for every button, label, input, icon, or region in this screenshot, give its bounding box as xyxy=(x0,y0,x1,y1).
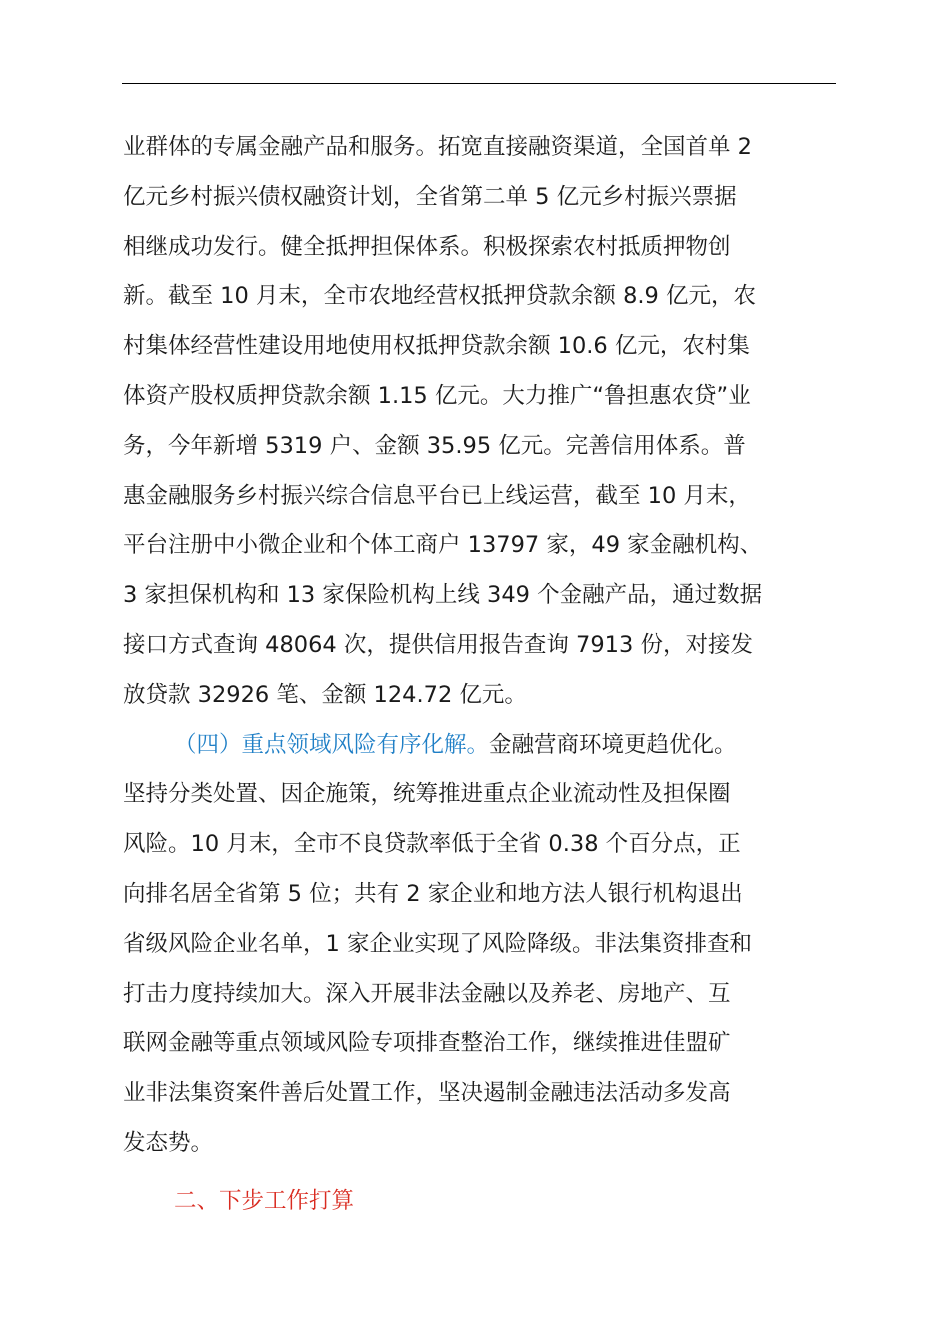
text-line: 业群体的专属金融产品和服务。拓宽直接融资渠道，全国首单 2 xyxy=(123,134,752,160)
paragraph-first-line xyxy=(123,721,837,771)
text-line: 新。截至 10 月末，全市农地经营权抵押贷款余额 8.9 亿元，农 xyxy=(123,283,757,310)
text-line: 省级风险企业名单，1 家企业实现了风险降级。非法集资排查和 xyxy=(123,930,752,957)
paragraph-risk-resolution xyxy=(123,721,837,1169)
text-line: 体资产股权质押贷款余额 1.15 亿元。大力推广“鲁担惠农贷”业 xyxy=(123,382,751,409)
text-line: 亿元乡村振兴债权融资计划，全省第二单 5 亿元乡村振兴票据 xyxy=(123,183,737,210)
text-line: 坚持分类处置、因企施策，统筹推进重点企业流动性及担保圈 xyxy=(123,781,731,808)
text-line: 风险。10 月末，全市不良贷款率低于全省 0.38 个百分点，正 xyxy=(123,831,741,858)
paragraph-rural-finance xyxy=(123,123,837,721)
text-line: 平台注册中小微企业和个体工商户 13797 家，49 家金融机构、 xyxy=(123,532,763,559)
text-line: 相继成功发行。健全抵押担保体系。积极探索农村抵质押物创 xyxy=(123,233,731,260)
document-body xyxy=(123,123,837,1227)
text-line: 惠金融服务乡村振兴综合信息平台已上线运营，截至 10 月末， xyxy=(123,482,751,509)
text-line: 放贷款 32926 笔、金额 124.72 亿元。 xyxy=(123,681,527,708)
text-run: 金融营商环境更趋优化。 xyxy=(489,731,737,758)
text-line: 发态势。 xyxy=(123,1129,214,1156)
text-line: 向排名居全省第 5 位；共有 2 家企业和地方法人银行机构退出 xyxy=(123,880,743,907)
header-rule xyxy=(122,83,836,84)
text-line: 3 家担保机构和 13 家保险机构上线 349 个金融产品，通过数据 xyxy=(123,582,763,609)
subheading-risk: （四）重点领域风险有序化解。 xyxy=(174,731,490,758)
text-line: 务，今年新增 5319 户、金额 35.95 亿元。完善信用体系。普 xyxy=(123,432,746,459)
text-line: 打击力度持续加大。深入开展非法金融以及养老、房地产、互 xyxy=(123,980,731,1007)
text-line: 联网金融等重点领域风险专项排查整治工作，继续推进佳盟矿 xyxy=(123,1030,731,1057)
text-line: 村集体经营性建设用地使用权抵押贷款余额 10.6 亿元，农村集 xyxy=(123,333,750,360)
section-heading: 二、下步工作打算 xyxy=(174,1187,355,1214)
text-line: 接口方式查询 48064 次，提供信用报告查询 7913 份，对接发 xyxy=(123,631,753,658)
spacer xyxy=(123,1169,837,1177)
text-line: 业非法集资案件善后处置工作，坚决遏制金融违法活动多发高 xyxy=(123,1080,731,1107)
